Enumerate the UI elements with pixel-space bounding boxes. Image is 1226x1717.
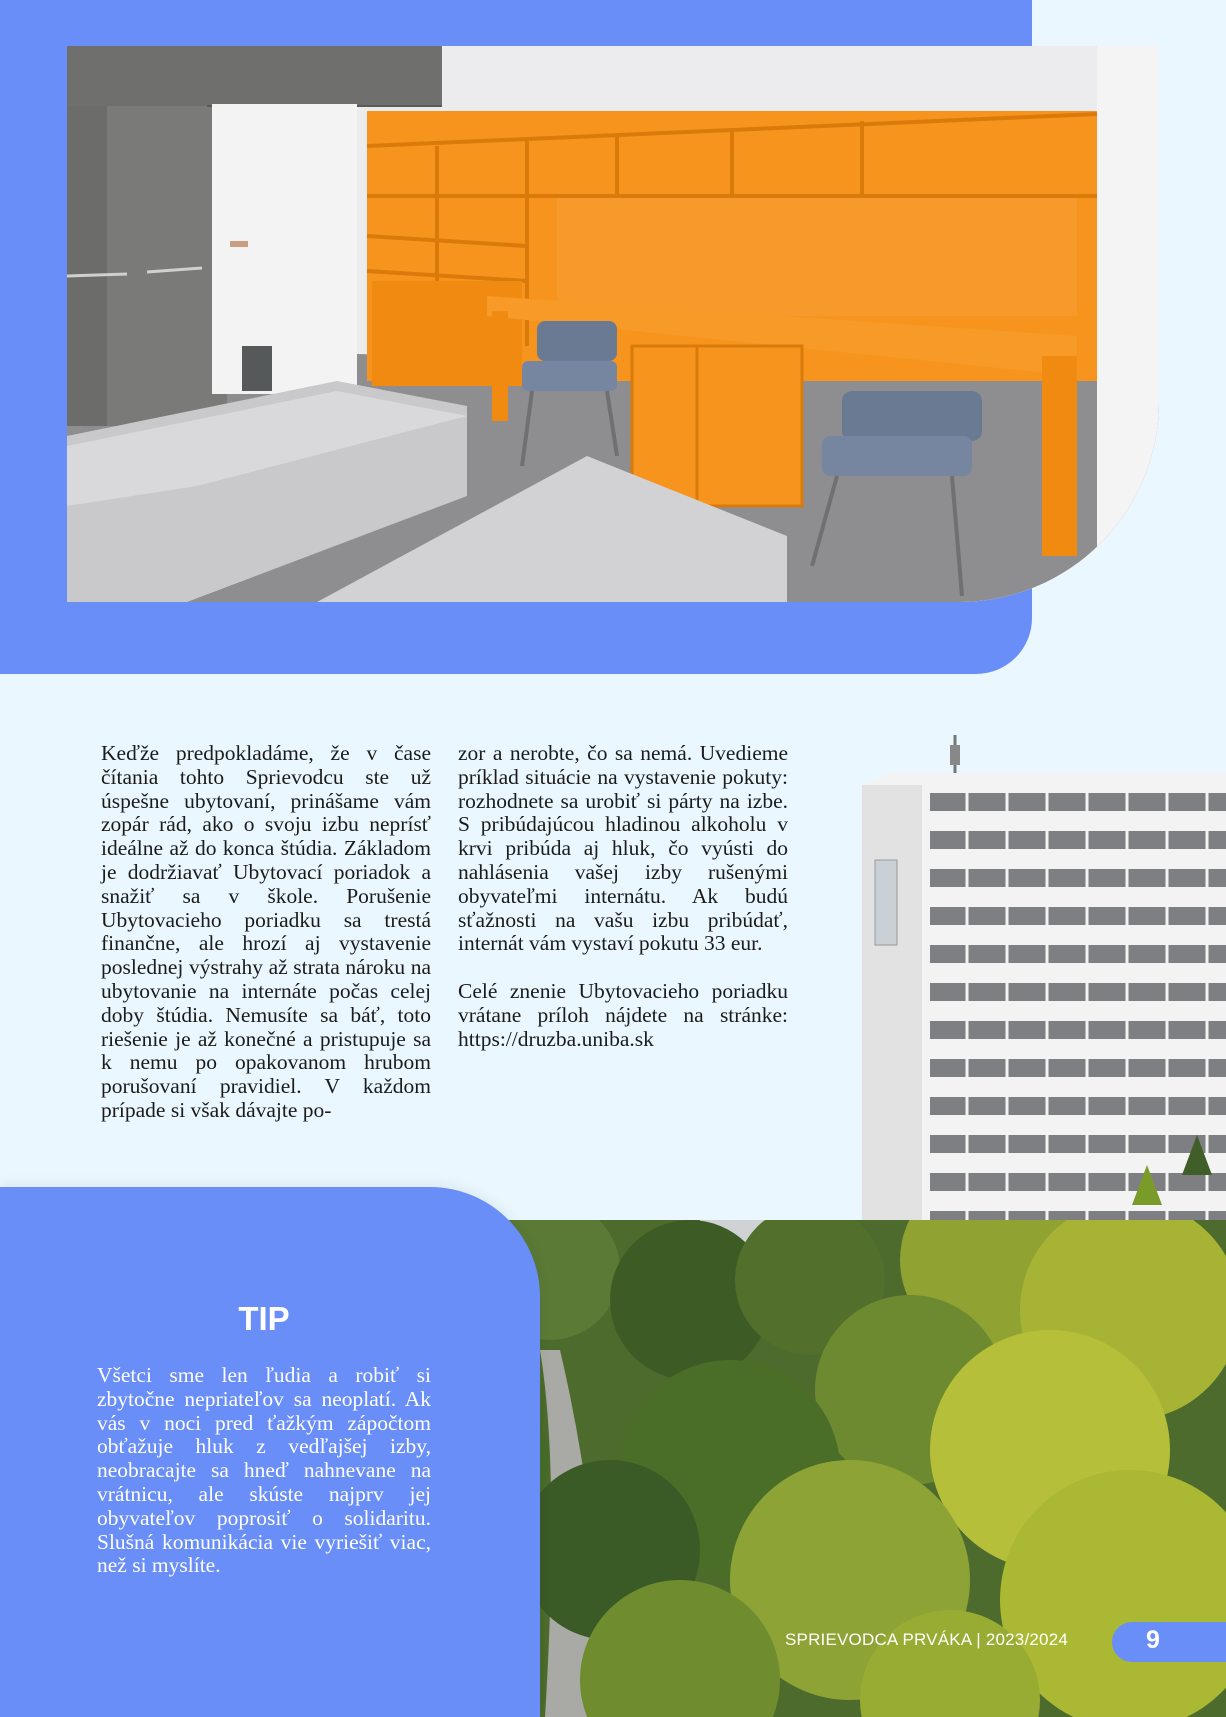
article-column-1 <box>101 742 431 1123</box>
dormitory-building-photo <box>862 735 1226 1255</box>
tip-title: TIP <box>238 1300 290 1337</box>
article-column-2 <box>458 742 788 1052</box>
footer-publication-label: SPRIEVODCA PRVÁKA | 2023/2024 <box>785 1630 1069 1649</box>
article-paragraph: Keďže predpokladáme, že v čase čítania tohto Sprievodcu ste už úspešne ubytovaní, prinášame vám zopár rád, ako o svoju izbu neprísť ideálne až do konca štúdia. Základom je dodržiavať Ubytovací poriadok a snažiť sa v škole. Porušenie Ubytovacieho poriadku sa trestá finančne, ale hrozí aj vystavenie poslednej výstrahy až strata nároku na ubytovanie na internáte počas celej doby štúdia. Nemusíte sa báť, toto riešenie je až konečné a pristupuje sa k nemu po opakovanom hrubom porušovaní pravidiel. V každom prípade si však dávajte po- <box>101 741 431 1122</box>
article-paragraph: Celé znenie Ubytovacieho poriadku vrátane príloh nájdete na stránke: https://druzba.uniba.sk <box>458 979 788 1051</box>
page-number: 9 <box>1146 1626 1160 1654</box>
paragraph-gap <box>458 956 788 980</box>
article-paragraph: zor a nerobte, čo sa nemá. Uvedieme príklad situácie na vystavenie pokuty: rozhodnete sa urobiť si párty na izbe. S pribúdajúcou hladinou alkoholu v krvi pribúda aj hluk, čo vyústi do nahlásenia vašej izby rušenými obyvateľmi internátu. Ak budú sťažnosti na vašu izbu pribúdať, internát vám vystaví pokutu 33 eur. <box>458 741 788 956</box>
tip-text: Všetci sme len ľudia a robiť si zbytočne nepriateľov sa neoplatí. Ak vás v noci pred ťažkým zápočtom obťažuje hluk z vedľajšej izby, neobracajte sa hneď nahnevane na vrátnicu, ale skúste najprv jej obyvateľov poprosiť o solidaritu. Slušná komunikácia vie vyriešiť viac, než si myslíte. <box>97 1363 431 1578</box>
dorm-room-photo <box>67 46 1159 602</box>
